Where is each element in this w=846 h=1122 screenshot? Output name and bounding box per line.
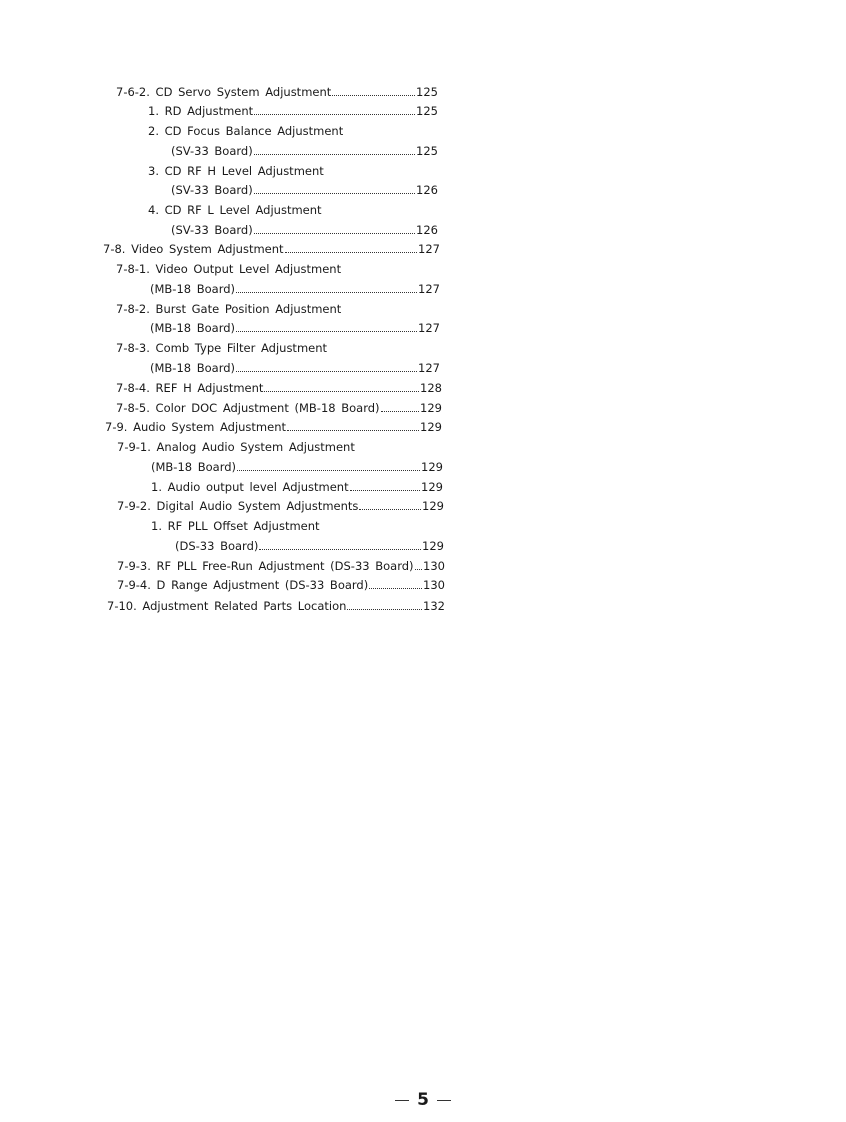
toc-entry [148, 163, 324, 179]
toc-entry [116, 301, 341, 317]
dot-leader [287, 430, 419, 431]
toc-entry-page: 125 [416, 104, 438, 118]
toc-entry [117, 558, 445, 574]
dot-leader [350, 490, 420, 491]
dot-leader [264, 391, 419, 392]
toc-entry [117, 498, 444, 514]
toc-entry-page: 127 [418, 321, 440, 335]
toc-entry-page: 125 [416, 85, 438, 99]
toc-entry-title: 7-8-1. Video Output Level Adjustment [116, 262, 342, 276]
toc-entry [148, 123, 343, 139]
dot-leader [236, 292, 417, 293]
dot-leader [332, 95, 415, 96]
toc-entry [117, 439, 355, 455]
dot-leader [236, 331, 417, 332]
toc-entry-title: 7-9. Audio System Adjustment [105, 420, 286, 434]
toc-entry-title: (SV-33 Board) [171, 144, 253, 158]
toc-entry [116, 340, 327, 356]
toc-entry [151, 518, 320, 534]
toc-entry [116, 380, 442, 396]
toc-entry [175, 538, 444, 554]
dot-leader [254, 154, 415, 155]
toc-entry-title: (MB-18 Board) [150, 321, 236, 335]
toc-entry-title: 7-8-5. Color DOC Adjustment (MB-18 Board) [116, 401, 380, 415]
toc-entry [151, 479, 443, 495]
toc-entry-page: 129 [422, 539, 444, 553]
toc-entry [150, 281, 440, 297]
toc-entry-page: 129 [421, 480, 443, 494]
toc-entry-page: 128 [420, 381, 442, 395]
toc-entry [171, 222, 438, 238]
dot-leader [359, 509, 421, 510]
toc-entry-title: (MB-18 Board) [150, 361, 236, 375]
toc-entry-title: 7-10. Adjustment Related Parts Location [107, 599, 347, 613]
toc-entry [148, 103, 438, 119]
dot-leader [237, 470, 420, 471]
dot-leader [285, 252, 418, 253]
toc-entry [171, 182, 438, 198]
toc-entry-page: 126 [416, 183, 438, 197]
toc-entry [150, 360, 440, 376]
toc-entry-page: 127 [418, 361, 440, 375]
page-number: 5 [417, 1090, 429, 1110]
dot-leader [254, 233, 415, 234]
toc-entry-page: 132 [423, 599, 445, 613]
toc-entry-title: 7-6-2. CD Servo System Adjustment [116, 85, 332, 99]
footer-dash-right [437, 1100, 451, 1101]
toc-entry-title: 1. RF PLL Offset Adjustment [151, 519, 320, 533]
toc-entry-page: 127 [418, 282, 440, 296]
toc-entry-title: 7-8. Video System Adjustment [103, 242, 284, 256]
toc-entry-page: 125 [416, 144, 438, 158]
toc-entry-page: 129 [420, 420, 442, 434]
toc-entry [148, 202, 322, 218]
toc-entry-title: (SV-33 Board) [171, 183, 253, 197]
dot-leader [347, 609, 422, 610]
toc-entry-title: 7-9-4. D Range Adjustment (DS-33 Board) [117, 578, 369, 592]
toc-entry [116, 84, 438, 100]
toc-entry-title: 4. CD RF L Level Adjustment [148, 203, 322, 217]
toc-entry [105, 419, 442, 435]
toc-entry-page: 129 [422, 499, 444, 513]
toc-entry [151, 459, 443, 475]
toc-entry-page: 126 [416, 223, 438, 237]
toc-entry-title: (MB-18 Board) [150, 282, 236, 296]
toc-entry [116, 261, 341, 277]
dot-leader [415, 569, 423, 570]
toc-entry-title: 7-8-3. Comb Type Filter Adjustment [116, 341, 328, 355]
dot-leader [381, 411, 420, 412]
toc-entry-title: 7-9-3. RF PLL Free-Run Adjustment (DS-33 Board) [117, 559, 414, 573]
toc-entry-page: 129 [421, 460, 443, 474]
toc-entry [150, 320, 440, 336]
toc-entry-title: 1. RD Adjustment [148, 104, 254, 118]
toc-entry-title: 1. Audio output level Adjustment [151, 480, 349, 494]
dot-leader [254, 114, 415, 115]
toc-entry-page: 129 [420, 401, 442, 415]
toc-entry [116, 400, 442, 416]
toc-entry-title: 7-9-2. Digital Audio System Adjustments [117, 499, 359, 513]
toc-entry [107, 598, 445, 614]
toc-entry-title: 3. CD RF H Level Adjustment [148, 164, 324, 178]
dot-leader [254, 193, 415, 194]
toc-entry-title: 7-8-2. Burst Gate Position Adjustment [116, 302, 342, 316]
toc-entry-page: 130 [423, 578, 445, 592]
footer-dash-left [395, 1100, 409, 1101]
dot-leader [236, 371, 417, 372]
toc-entry-title: 2. CD Focus Balance Adjustment [148, 124, 344, 138]
page-footer [0, 1090, 846, 1110]
toc-entry-title: (MB-18 Board) [151, 460, 237, 474]
toc-entry [103, 241, 440, 257]
toc-entry-page: 127 [418, 242, 440, 256]
toc-entry-page: 130 [423, 559, 445, 573]
toc-entry-title: 7-9-1. Analog Audio System Adjustment [117, 440, 355, 454]
toc-entry [117, 577, 445, 593]
dot-leader [259, 549, 421, 550]
dot-leader [369, 588, 422, 589]
toc-entry-title: 7-8-4. REF H Adjustment [116, 381, 264, 395]
toc-entry-title: (SV-33 Board) [171, 223, 253, 237]
toc-entry-title: (DS-33 Board) [175, 539, 259, 553]
toc-entry [171, 143, 438, 159]
